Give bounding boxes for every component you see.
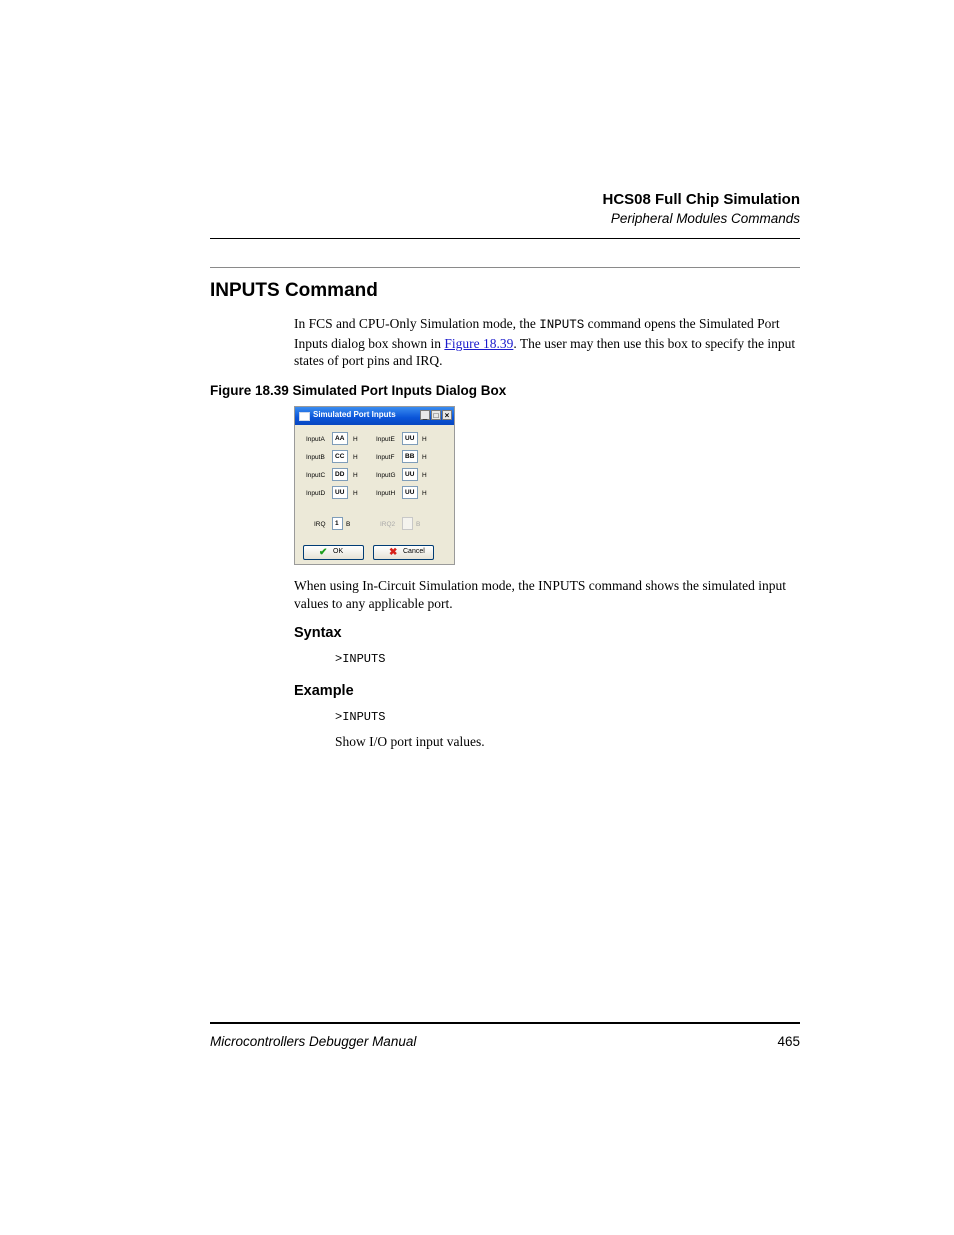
port-suffix-e: H xyxy=(422,436,427,443)
port-label-h: InputH xyxy=(376,490,396,497)
intro-text-2: command opens the Simulated Port Inputs dialog box shown in xyxy=(294,316,780,351)
example-heading: Example xyxy=(294,683,354,699)
close-button[interactable]: × xyxy=(442,410,452,420)
port-suffix-g: H xyxy=(422,472,427,479)
figure-link[interactable]: Figure 18.39 xyxy=(444,335,514,351)
port-input-g[interactable]: UU xyxy=(402,468,418,481)
footer-rule xyxy=(210,1022,800,1024)
maximize-button[interactable]: □ xyxy=(431,410,441,420)
dialog-title: Simulated Port Inputs xyxy=(313,410,396,419)
irq2-input xyxy=(402,517,413,530)
port-label-d: InputD xyxy=(306,490,326,497)
simulated-port-inputs-dialog xyxy=(294,406,455,565)
section-heading: INPUTS Command xyxy=(210,280,378,301)
ok-button[interactable] xyxy=(303,545,364,560)
cancel-button[interactable] xyxy=(373,545,434,560)
port-suffix-h: H xyxy=(422,490,427,497)
port-input-d[interactable]: UU xyxy=(332,486,348,499)
irq-input[interactable]: 1 xyxy=(332,517,343,530)
minimize-button[interactable]: _ xyxy=(420,410,430,420)
intro-text-1: In FCS and CPU-Only Simulation mode, the xyxy=(294,316,540,331)
example-code: >INPUTS xyxy=(335,710,386,724)
port-input-c[interactable]: DD xyxy=(332,468,348,481)
example-description: Show I/O port input values. xyxy=(335,734,485,749)
port-suffix-b: H xyxy=(353,454,358,461)
port-label-e: InputE xyxy=(376,436,395,443)
footer-manual-title: Microcontrollers Debugger Manual xyxy=(210,1034,417,1049)
figure-caption: Figure 18.39 Simulated Port Inputs Dialog Box xyxy=(210,383,507,398)
irq-label: IRQ xyxy=(314,521,326,528)
incircuit-paragraph: When using In-Circuit Simulation mode, the INPUTS command shows the simulated input values to any applicable port. xyxy=(294,578,786,611)
cancel-button-label: Cancel xyxy=(403,548,425,555)
port-input-f[interactable]: BB xyxy=(402,450,418,463)
port-suffix-a: H xyxy=(353,436,358,443)
header-rule xyxy=(210,238,800,239)
port-suffix-f: H xyxy=(422,454,427,461)
irq2-label: IRQ2 xyxy=(380,521,396,528)
port-label-g: InputG xyxy=(376,472,396,479)
syntax-code: >INPUTS xyxy=(335,652,386,666)
intro-paragraph xyxy=(294,315,804,370)
port-input-b[interactable]: CC xyxy=(332,450,348,463)
inline-code-inputs: INPUTS xyxy=(539,318,585,332)
red-x-icon: ✖ xyxy=(389,547,398,558)
running-header-title: HCS08 Full Chip Simulation xyxy=(602,191,800,208)
port-label-c: InputC xyxy=(306,472,326,479)
checkmark-icon: ✔ xyxy=(319,547,328,558)
port-label-a: InputA xyxy=(306,436,325,443)
irq2-suffix: B xyxy=(416,521,421,528)
port-input-e[interactable]: UU xyxy=(402,432,418,445)
running-header-subtitle: Peripheral Modules Commands xyxy=(610,211,800,226)
intro-text-3: . The user may then use this box to specify the input states of port pins and IRQ. xyxy=(294,335,796,368)
window-icon xyxy=(299,412,310,421)
port-label-f: InputF xyxy=(376,454,395,461)
port-suffix-d: H xyxy=(353,490,358,497)
syntax-heading: Syntax xyxy=(294,625,342,641)
irq-suffix: B xyxy=(346,521,351,528)
page-number: 465 xyxy=(777,1034,800,1049)
port-input-h[interactable]: UU xyxy=(402,486,418,499)
port-label-b: InputB xyxy=(306,454,325,461)
section-rule xyxy=(210,267,800,268)
dialog-titlebar[interactable] xyxy=(295,407,454,425)
ok-button-label: OK xyxy=(333,548,344,555)
port-suffix-c: H xyxy=(353,472,358,479)
port-input-a[interactable]: AA xyxy=(332,432,348,445)
